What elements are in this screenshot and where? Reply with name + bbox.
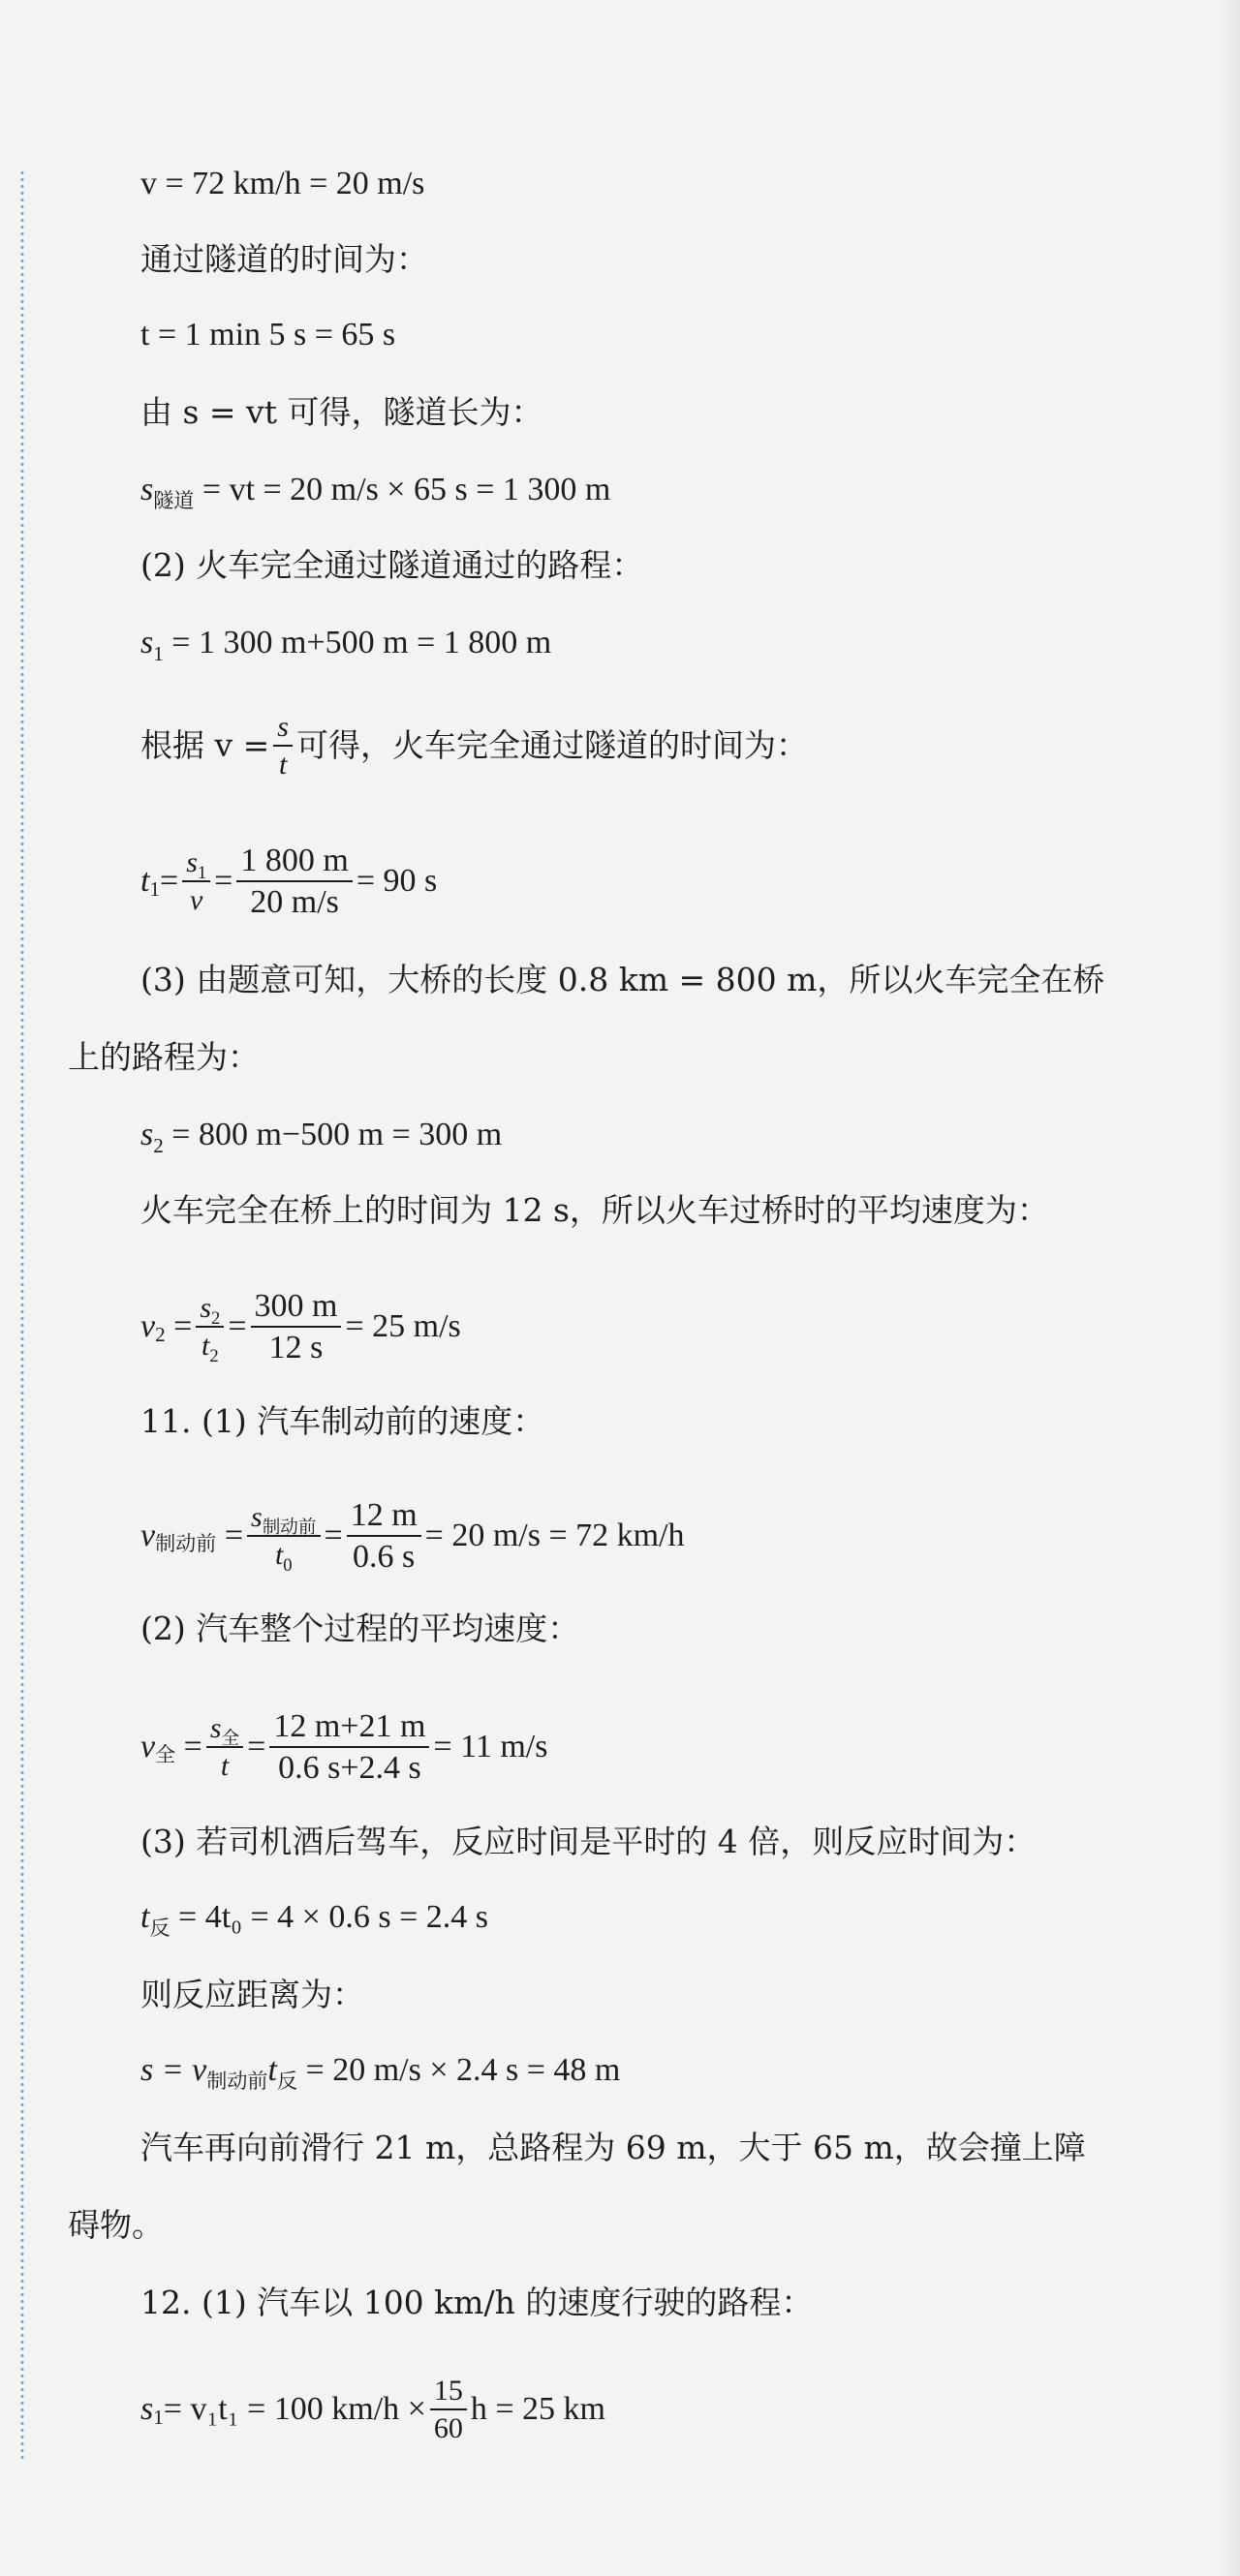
line-bridge-time: 火车完全在桥上的时间为 12 s，所以火车过桥时的平均速度为： [140,1191,1049,1229]
line-part3-a: (3) 由题意可知，大桥的长度 0.8 km = 800 m，所以火车完全在桥 [140,961,1105,998]
subscript: 1 [149,877,160,902]
denominator: 0.6 s [353,1539,416,1576]
line-time: t = 1 min 5 s = 65 s [140,317,396,353]
num-subscript: 全 [221,1729,240,1750]
line-reaction-distance [140,2049,620,2095]
num-symbol: s [186,846,198,879]
subscript: 反 [149,1917,170,1940]
line-q11-part2: (2) 汽车整个过程的平均速度： [140,1610,580,1647]
symbol: s [140,1117,154,1152]
expression: = 20 m/s × 2.4 s = 48 m [297,2052,621,2088]
subscript: 制动前 [206,2070,268,2093]
numerator [182,846,210,882]
line-reaction-time [140,1896,488,1942]
fraction-s-over-t0 [247,1501,320,1577]
equals: = [165,1308,193,1345]
numerator: 12 m+21 m [269,1708,429,1748]
equals: = [228,1308,247,1345]
result: = 90 s [356,863,438,900]
line-part3-b: 上的路程为： [68,1038,260,1076]
text-before: 根据 v = [140,726,270,764]
denominator: 0.6 s+2.4 s [278,1750,421,1787]
symbol: t [267,2052,277,2088]
numerator [196,1292,224,1328]
symbol: s [140,2391,154,2427]
denominator: t [220,1750,230,1783]
symbol: t [140,1899,150,1935]
denominator [271,1537,296,1577]
equals: = [214,863,233,900]
expression: = 1 300 m+500 m = 1 800 m [163,625,552,660]
den-symbol: t [274,1539,284,1572]
denominator: v [190,884,203,917]
expression: = vt = 20 m/s × 65 s = 1 300 m [194,472,611,507]
num-symbol: s [251,1501,263,1534]
fraction-values [251,1288,342,1366]
result: = 25 m/s [345,1308,461,1345]
fraction-15-over-60 [430,2375,467,2444]
fraction-s-over-t [206,1712,243,1782]
line-v-total [140,1708,547,1787]
equals: = [175,1729,202,1765]
subscript: 2 [155,1323,166,1347]
line-q12-distance [140,2375,605,2444]
denominator: 12 s [268,1330,324,1366]
num-subscript: 1 [197,863,207,884]
numerator: s [273,711,293,747]
expression: = v₁t₁ = 100 km/h × [163,2391,426,2427]
expression: = 800 m−500 m = 300 m [163,1117,503,1152]
subscript: 反 [276,2070,298,2093]
fraction-s2-over-t2 [196,1292,224,1367]
line-v-before-braking [140,1497,685,1576]
subscript: 1 [153,2406,164,2429]
expression-start: s = v [140,2052,207,2088]
result: = 20 m/s = 72 km/h [424,1518,685,1554]
line-tunnel-time-label: 通过隧道的时间为： [140,240,428,278]
line-q11-part3: (3) 若司机酒后驾车，反应时间是平时的 4 倍，则反应时间为： [140,1823,1037,1860]
line-q12-heading: 12. (1) 汽车以 100 km/h 的速度行驶的路程： [140,2284,814,2321]
numerator: 1 800 m [236,843,352,882]
result: = 11 m/s [433,1729,548,1765]
subscript: 1 [153,642,164,665]
fraction-values [236,843,352,921]
line-t1 [140,843,437,921]
symbol: v [140,1308,156,1345]
fraction-values [347,1497,421,1576]
line-conclusion-a: 汽车再向前滑行 21 m，总路程为 69 m，大于 65 m，故会撞上障 [140,2129,1086,2166]
line-distance-s1 [140,622,551,667]
denominator: 60 [433,2412,463,2444]
fraction-values [269,1708,429,1787]
equals: = [324,1518,343,1554]
subscript: 隧道 [153,489,195,512]
line-speed: v = 72 km/h = 20 m/s [140,166,425,201]
expression: = 4t₀ = 4 × 0.6 s = 2.4 s [170,1899,488,1935]
symbol: v [140,1518,156,1554]
num-symbol: s [209,1712,222,1745]
equals: = [160,863,179,900]
equals: = [247,1729,266,1765]
denominator: 20 m/s [250,884,339,921]
symbol: s [140,625,154,660]
numerator [247,1501,320,1537]
line-tunnel-length [140,469,610,514]
num-subscript: 制动前 [262,1518,317,1539]
page-edge [1219,0,1240,2576]
den-symbol: t [202,1330,210,1363]
fraction-s1-over-v [182,846,210,916]
line-according-to [140,711,808,781]
line-distance-s2 [140,1114,502,1159]
numerator: 15 [430,2375,467,2410]
symbol: v [140,1729,156,1765]
denominator [198,1328,223,1367]
line-part2-heading: (2) 火车完全通过隧道通过的路程： [140,546,644,584]
subscript: 制动前 [155,1532,217,1556]
numerator [206,1712,243,1748]
binding-dots [19,169,25,2460]
numerator: 300 m [251,1288,342,1328]
symbol: t [140,863,150,900]
fraction-s-over-t [273,711,293,781]
num-symbol: s [200,1292,212,1325]
den-subscript: 0 [283,1555,293,1577]
line-q11-heading: 11. (1) 汽车制动前的速度： [140,1402,545,1440]
result: h = 25 km [470,2391,605,2427]
subscript: 2 [153,1134,164,1157]
denominator: t [278,749,288,781]
line-v2 [140,1288,461,1366]
line-conclusion-b: 碍物。 [68,2206,164,2244]
line-reaction-distance-label: 则反应距离为： [140,1976,364,2013]
numerator: 12 m [347,1497,421,1537]
num-subscript: 2 [211,1308,221,1330]
text-after: 可得，火车完全通过隧道的时间为： [295,726,808,764]
subscript: 全 [155,1743,176,1767]
symbol: s [140,472,154,507]
den-subscript: 2 [209,1346,219,1367]
equals: = [216,1518,244,1554]
line-from-svt: 由 s = vt 可得，隧道长为： [140,393,543,431]
